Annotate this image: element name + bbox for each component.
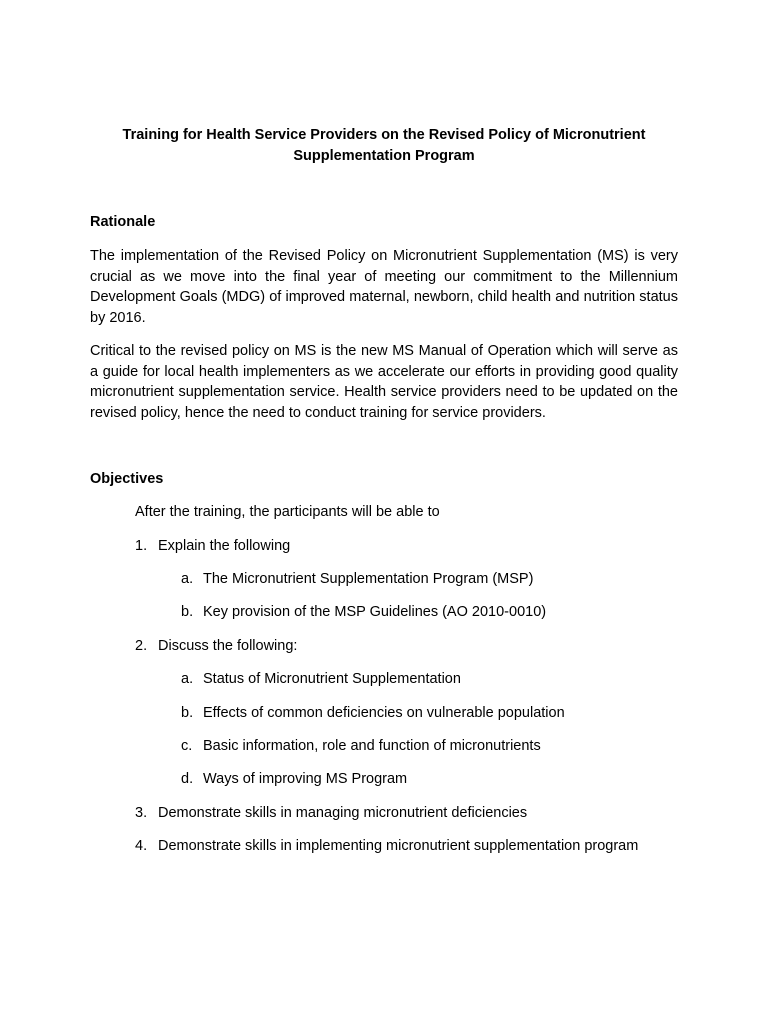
rationale-heading: Rationale: [90, 214, 156, 230]
subitem-text: Ways of improving MS Program: [203, 771, 408, 787]
rationale-paragraph-2: Critical to the revised policy on MS is the new MS Manual of Operation which will serve as a guide for local health implementers as we accelerate our efforts in providing good quality micronutrient supplementation service. Health service providers need to be updated on the revised policy, hence the need to conduct training for service providers.: [90, 343, 678, 421]
objective-number: 3.: [135, 805, 148, 821]
document-title: Training for Health Service Providers on the Revised Policy of Micronutrient Supplementation Program: [122, 127, 646, 164]
objective-text: Demonstrate skills in managing micronutrient deficiencies: [158, 805, 528, 821]
subitem-letter: d.: [181, 771, 194, 787]
objective-number: 1.: [135, 538, 148, 554]
rationale-paragraph-1: The implementation of the Revised Policy on Micronutrient Supplementation (MS) is very crucial as we move into the final year of meeting our commitment to the Millennium Development Goals (MDG) of improved maternal, newborn, child health and nutrition status by 2016.: [90, 248, 678, 326]
objective-subitem-1b: [181, 602, 546, 622]
objective-text: Demonstrate skills in implementing micronutrient supplementation program: [158, 838, 639, 854]
objective-subitem-1a: [181, 569, 533, 589]
objectives-intro: After the training, the participants will be able to: [135, 504, 440, 520]
objective-subitem-2d: [181, 769, 407, 789]
subitem-text: Effects of common deficiencies on vulnerable population: [203, 705, 565, 721]
objective-subitem-2a: [181, 669, 461, 689]
objective-item-4: [135, 836, 638, 856]
subitem-text: Key provision of the MSP Guidelines (AO 2010-0010): [203, 604, 547, 620]
objective-item-1: [135, 536, 290, 556]
objective-text: Explain the following: [158, 538, 291, 554]
objective-number: 2.: [135, 638, 148, 654]
objective-subitem-2c: [181, 736, 541, 756]
objective-subitem-2b: [181, 703, 565, 723]
objective-text: Discuss the following:: [158, 638, 298, 654]
subitem-text: The Micronutrient Supplementation Program (MSP): [203, 571, 534, 587]
subitem-letter: b.: [181, 604, 194, 620]
subitem-letter: b.: [181, 705, 194, 721]
subitem-text: Basic information, role and function of micronutrients: [203, 738, 541, 754]
objective-item-3: [135, 803, 527, 823]
objective-item-2: [135, 636, 297, 656]
objective-number: 4.: [135, 838, 148, 854]
objectives-heading: Objectives: [90, 471, 164, 487]
subitem-letter: c.: [181, 738, 193, 754]
subitem-letter: a.: [181, 671, 194, 687]
subitem-letter: a.: [181, 571, 194, 587]
subitem-text: Status of Micronutrient Supplementation: [203, 671, 461, 687]
